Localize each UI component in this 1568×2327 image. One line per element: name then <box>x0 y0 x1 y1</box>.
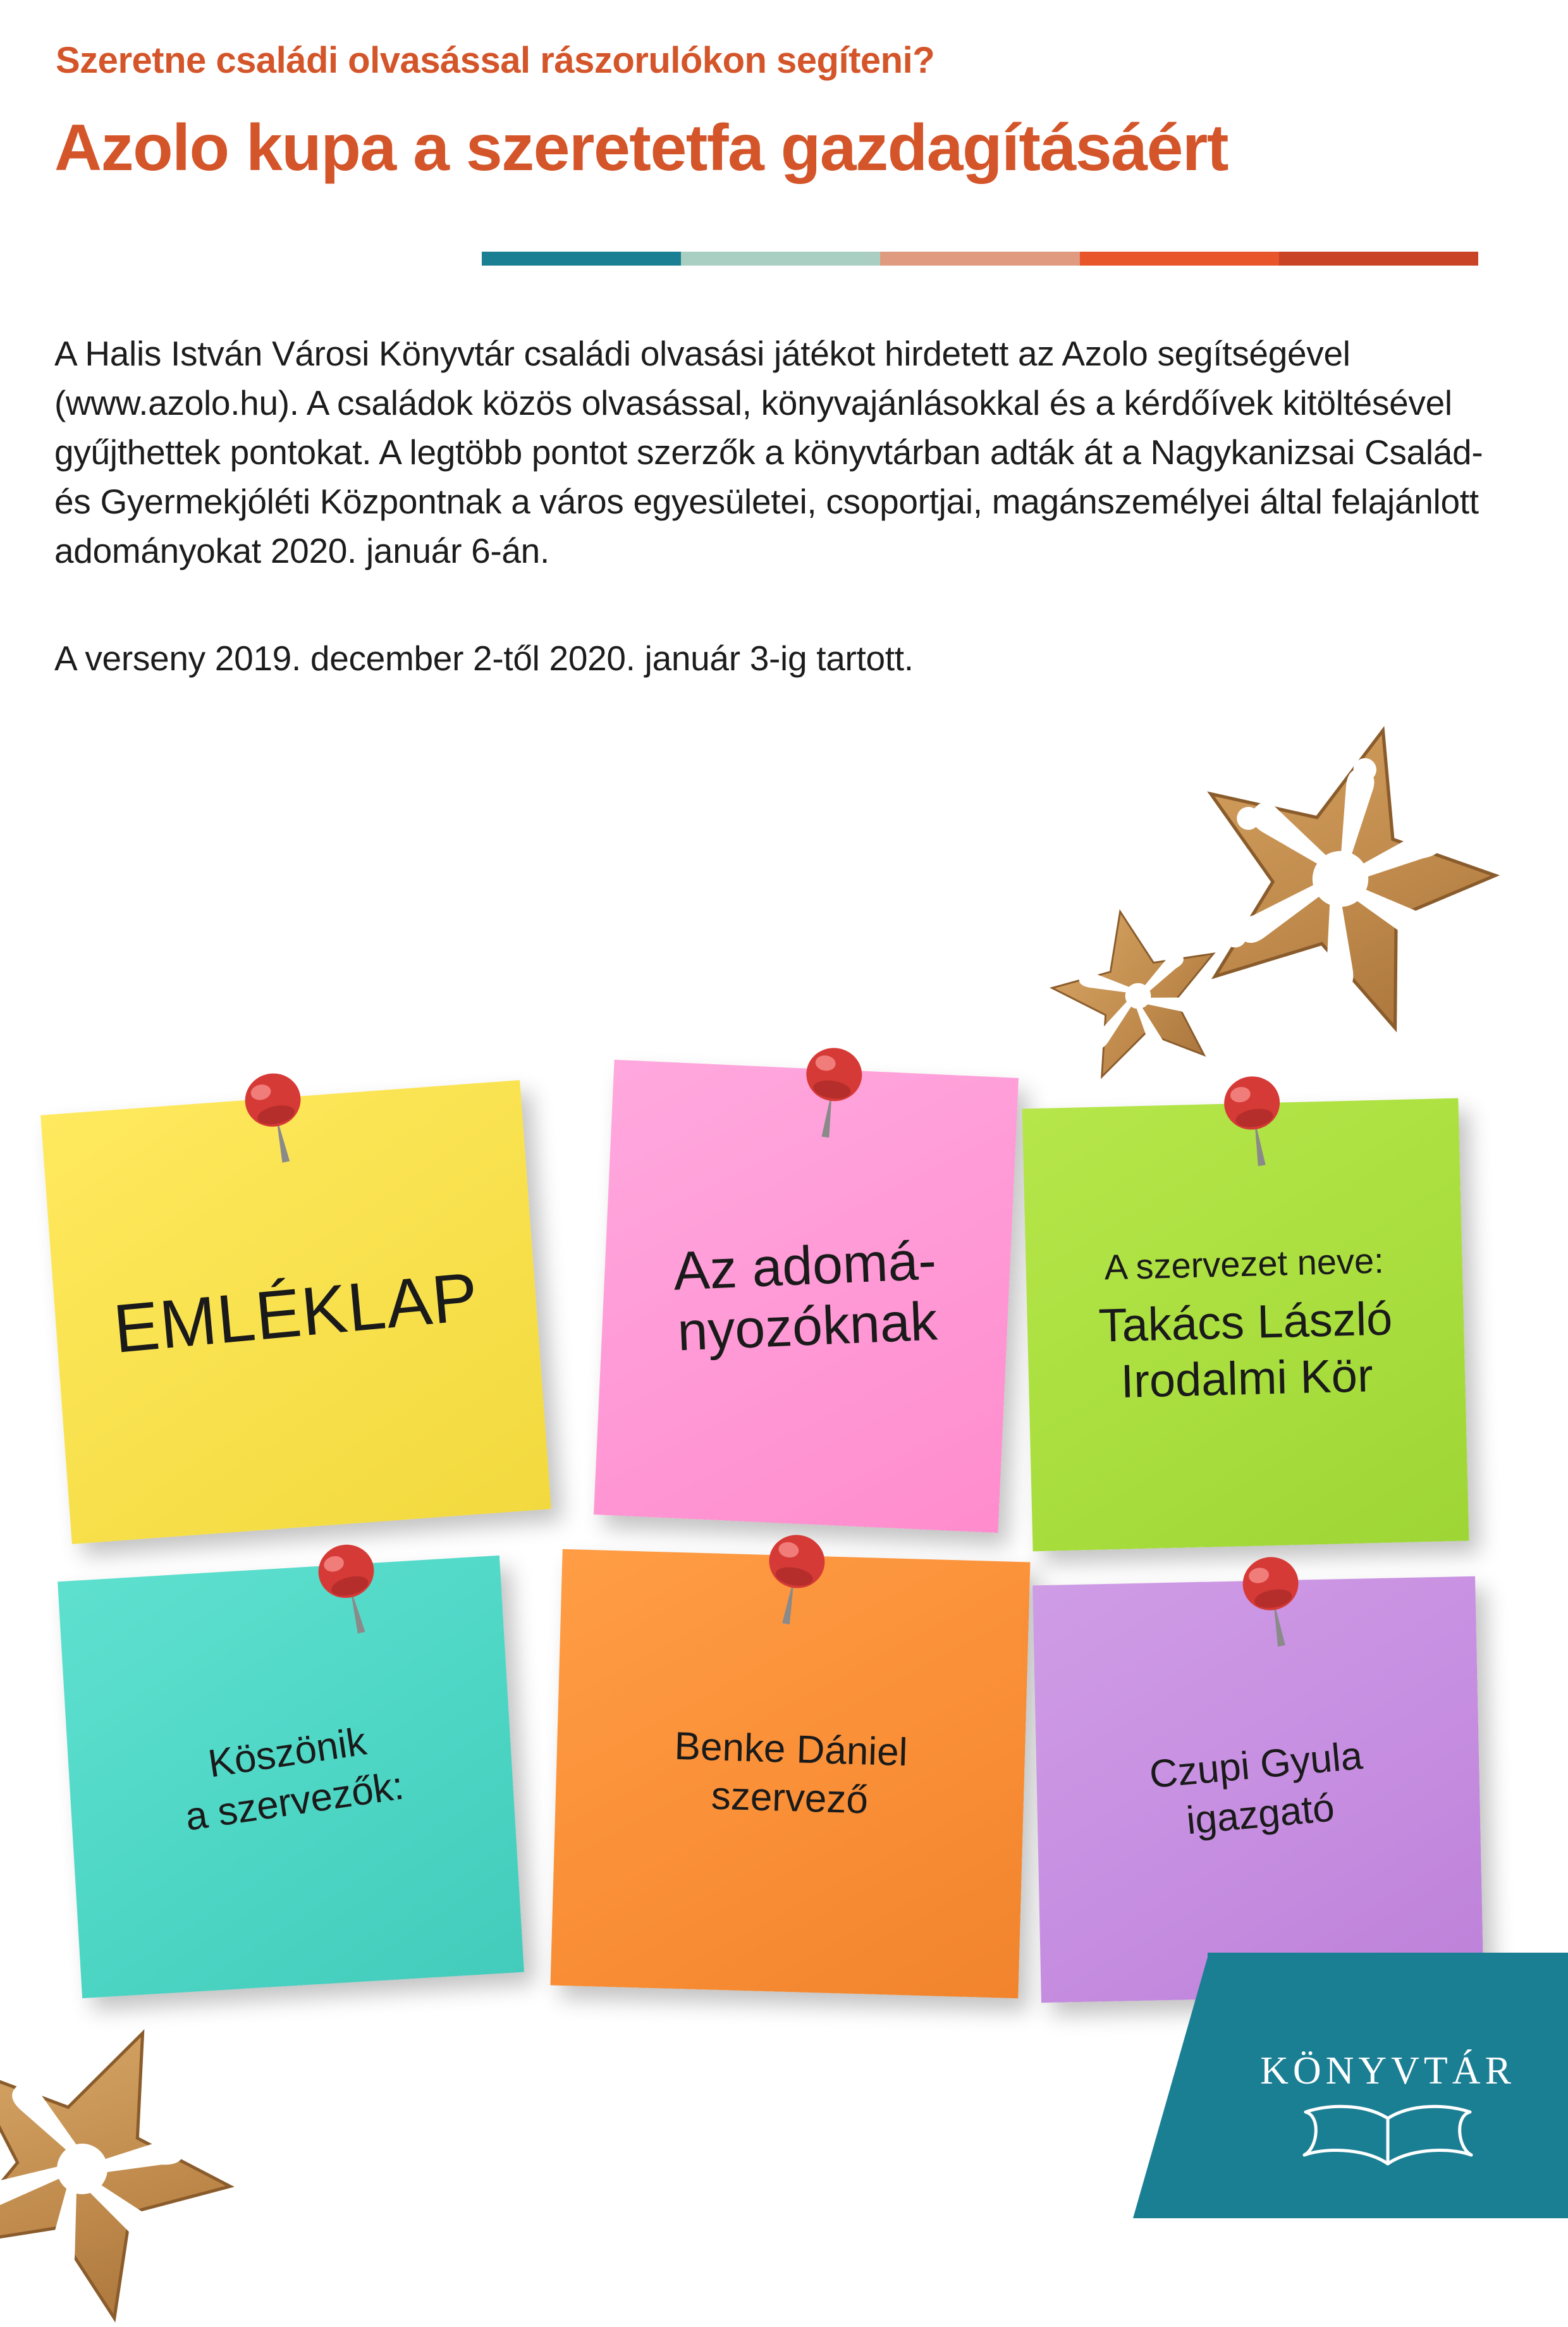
note-emleklap-text: EMLÉKLAP <box>110 1257 482 1367</box>
kicker-text: Szeretne családi olvasással rászorulókon segíteni? <box>56 40 935 81</box>
gingerbread-star-small-icon <box>1046 904 1230 1088</box>
page-title: Azolo kupa a szeretetfa gazdagításáért <box>54 111 1228 185</box>
pushpin-benke-icon <box>748 1528 839 1635</box>
logo-wordmark: KÖNYVTÁR <box>1260 2049 1516 2092</box>
body-paragraph-2: A verseny 2019. december 2-től 2020. január 3-ig tartott. <box>54 639 914 678</box>
pushpin-szervezet-icon <box>1210 1070 1300 1176</box>
rule-segment-2 <box>681 252 880 266</box>
note-szervezet-label: A szervezet neve: <box>1103 1240 1385 1287</box>
rule-segment-1 <box>482 252 681 266</box>
body-paragraph-1: A Halis István Városi Könyvtár családi olvasási játékot hirdetett az Azolo segítségével (www.azolo.hu). A családok közös olvasással, könyvajánlásokkal és a kérdőívek kitöltésével gyűjthettek pontokat. A legtöbb pontot szerzők a könyvtárban adták át a Nagykanizsai Család- és Gyermekjóléti Központnak a város egyesületei, csoportjai, magánszemélyei által felajánlott adományokat 2020. január 6-án. <box>54 334 1483 571</box>
rule-segment-3 <box>880 252 1079 266</box>
note-szervezet-name-line-2: Irodalmi Kör <box>1120 1349 1374 1408</box>
open-book-icon <box>1293 2102 1483 2175</box>
color-rule-divider <box>482 252 1478 266</box>
gingerbread-star-large-icon <box>1176 715 1505 1043</box>
note-koszonik <box>58 1556 524 1998</box>
article-body <box>54 329 1521 710</box>
note-koszonik-text: Köszönik a szervezők: <box>182 1719 407 1839</box>
note-adomanyozoknak-text: Az adomá- nyozóknak <box>672 1230 939 1363</box>
note-czupi-text: Czupi Gyula igazgató <box>1148 1733 1364 1843</box>
note-szervezet-name-line-1: Takács László <box>1098 1292 1393 1353</box>
logo-corner-shape <box>1133 1953 1209 2218</box>
pushpin-czupi-icon <box>1228 1550 1320 1657</box>
rule-segment-5 <box>1279 252 1478 266</box>
rule-segment-4 <box>1080 252 1279 266</box>
library-logo-block <box>1208 1953 1568 2218</box>
pushpin-adomanyozoknak-icon <box>787 1041 876 1146</box>
gingerbread-star-corner-icon <box>0 2011 240 2327</box>
note-benke-text: Benke Dániel szervező <box>673 1724 909 1822</box>
